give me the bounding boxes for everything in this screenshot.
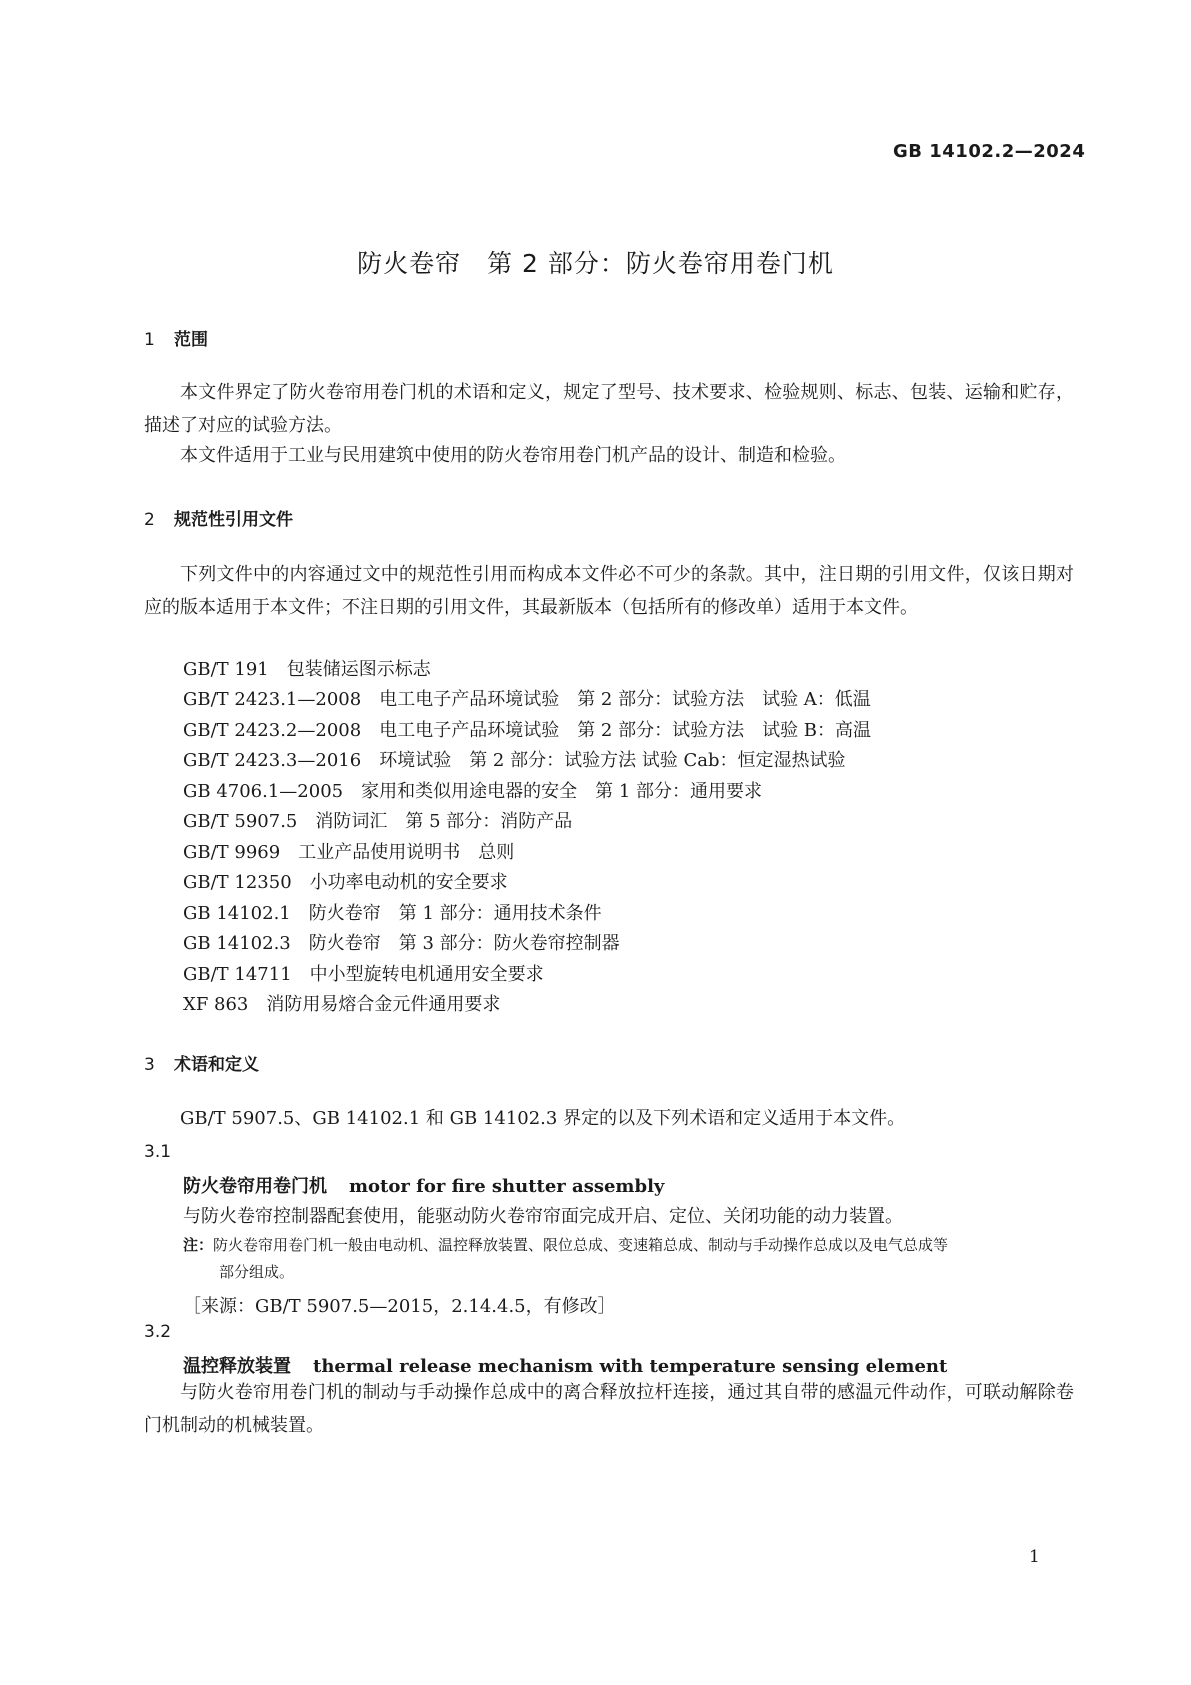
- normative-intro-paragraph: 下列文件中的内容通过文中的规范性引用而构成本文件必不可少的条款。其中，注日期的引用文件，仅该日期对应的版本适用于本文件；不注日期的引用文件，其最新版本（包括所有的修改单）适用于本文件。: [144, 564, 1074, 618]
- section-heading-scope: [144, 325, 208, 350]
- section-title: 范围: [174, 330, 208, 350]
- page-number: 1: [1029, 1547, 1040, 1567]
- document-title: 防火卷帘 第 2 部分：防火卷帘用卷门机: [357, 249, 834, 278]
- section-title: 术语和定义: [174, 1055, 259, 1075]
- reference-item: GB 4706.1—2005 家用和类似用途电器的安全 第 1 部分：通用要求: [183, 781, 763, 802]
- term-chinese: 温控释放装置: [183, 1356, 291, 1377]
- term-chinese: 防火卷帘用卷门机: [183, 1176, 327, 1197]
- reference-item: GB/T 14711 中小型旋转电机通用安全要求: [183, 964, 544, 985]
- section-heading-normative-references: [144, 505, 293, 530]
- term-entry: [183, 1172, 664, 1198]
- section-heading-terms-definitions: [144, 1050, 259, 1075]
- note-text-continued: 部分组成。: [219, 1263, 295, 1281]
- clause-number: 3.2: [144, 1322, 172, 1342]
- note-label: 注：: [183, 1236, 214, 1254]
- reference-item: XF 863 消防用易熔合金元件通用要求: [183, 994, 501, 1015]
- scope-paragraph-2: 本文件适用于工业与民用建筑中使用的防火卷帘用卷门机产品的设计、制造和检验。: [180, 445, 846, 466]
- term-definition: 与防火卷帘控制器配套使用，能驱动防火卷帘帘面完成开启、定位、关闭功能的动力装置。: [183, 1206, 903, 1227]
- reference-item: GB 14102.1 防火卷帘 第 1 部分：通用技术条件: [183, 903, 602, 924]
- reference-item: GB 14102.3 防火卷帘 第 3 部分：防火卷帘控制器: [183, 933, 620, 954]
- note-text: 防火卷帘用卷门机一般由电动机、温控释放装置、限位总成、变速箱总成、制动与手动操作总成以及电气总成等: [213, 1236, 949, 1254]
- scope-paragraph-1: 本文件界定了防火卷帘用卷门机的术语和定义，规定了型号、技术要求、检验规则、标志、包装、运输和贮存，描述了对应的试验方法。: [144, 382, 1074, 436]
- reference-item: GB/T 2423.1—2008 电工电子产品环境试验 第 2 部分：试验方法 试验 A：低温: [183, 689, 871, 710]
- standard-code: GB 14102.2—2024: [893, 141, 1086, 162]
- reference-item: GB/T 2423.2—2008 电工电子产品环境试验 第 2 部分：试验方法 试验 B：高温: [183, 720, 872, 741]
- term-entry: [183, 1352, 947, 1378]
- term-source: ［来源：GB/T 5907.5—2015，2.14.4.5，有修改］: [183, 1296, 616, 1317]
- reference-item: GB/T 9969 工业产品使用说明书 总则: [183, 842, 515, 863]
- clause-number: 3.1: [144, 1142, 172, 1162]
- reference-item: GB/T 2423.3—2016 环境试验 第 2 部分：试验方法 试验 Cab：恒定湿热试验: [183, 750, 846, 771]
- section-number: 3: [144, 1055, 155, 1075]
- reference-item: GB/T 5907.5 消防词汇 第 5 部分：消防产品: [183, 811, 573, 832]
- terms-intro-paragraph: GB/T 5907.5、GB 14102.1 和 GB 14102.3 界定的以及下列术语和定义适用于本文件。: [180, 1108, 906, 1129]
- term-note: [183, 1232, 1073, 1286]
- section-number: 1: [144, 330, 155, 350]
- term-english: thermal release mechanism with temperature sensing element: [313, 1356, 948, 1377]
- reference-item: GB/T 12350 小功率电动机的安全要求: [183, 872, 508, 893]
- term-definition: 与防火卷帘用卷门机的制动与手动操作总成中的离合释放拉杆连接，通过其自带的感温元件动作，可联动解除卷门机制动的机械装置。: [144, 1382, 1074, 1436]
- reference-item: GB/T 191 包装储运图示标志: [183, 659, 431, 680]
- term-english: motor for fire shutter assembly: [349, 1176, 665, 1197]
- section-title: 规范性引用文件: [174, 510, 293, 530]
- section-number: 2: [144, 510, 155, 530]
